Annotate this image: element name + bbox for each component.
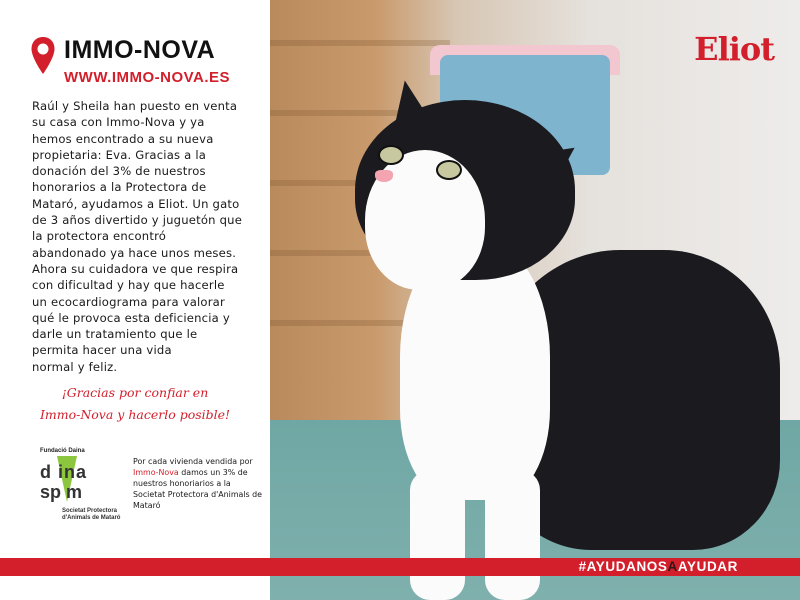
foundation-label: Fundació Daina — [40, 448, 85, 454]
note-brand: Immo-Nova — [133, 468, 179, 477]
note-text: damos un 3% de nuestros honoriarios a la Societat Protectora d'Animals de Mataró — [133, 468, 263, 510]
brand-text — [64, 36, 230, 88]
thanks-message: ¡Gracias por confiar en Immo-Nova y hacerlo posible! — [39, 385, 231, 422]
cat-leg — [410, 470, 465, 600]
info-panel — [0, 0, 270, 600]
cat-nose — [375, 170, 393, 182]
cat-eye — [378, 145, 404, 165]
brand-name: IMMO-NOVA — [64, 36, 216, 64]
location-pin-icon — [30, 36, 56, 76]
society-name: Societat Protectora d'Animals de Mataró — [62, 508, 121, 521]
cat-leg — [485, 470, 540, 600]
note-text: Por cada vivienda vendida por — [133, 457, 253, 466]
foundation-logo-word: sp m — [40, 482, 83, 502]
foundation-logo-word: d ina — [40, 462, 88, 482]
cat-eye — [436, 160, 462, 180]
hashtag-part: A — [667, 559, 678, 574]
donation-note — [133, 456, 263, 511]
banner-footer — [0, 576, 270, 600]
story-text: Raúl y Sheila han puesto en venta su casa con Immo-Nova y ya hemos encontrado a su nueva propietaria: Eva. Gracias a la donación del 3% de nuestros honorarios a la Protectora de Mataró, ayudamos a Eliot. Un gato de 3 años divertido y juguetón que la protectora encontró abandonado ya hace unos meses. Ahora su cuidadora ve que respira con dificultad y hay que hacerle un ecocardiograma para valorar qué le provoca esta deficiencia y darle un tratamiento que le permita hacer una vida normal y feliz. — [32, 99, 243, 374]
wood-plank — [270, 40, 450, 46]
brand-url-link[interactable]: WWW.IMMO-NOVA.ES — [64, 69, 231, 86]
hashtag-part: AYUDAR — [677, 559, 738, 574]
hashtag-part: #AYUDANOS — [578, 559, 668, 574]
hashtag — [579, 559, 738, 575]
cat-name-title: Eliot — [694, 30, 774, 68]
brand-logo[interactable] — [30, 36, 230, 88]
cat-photo — [270, 0, 800, 600]
